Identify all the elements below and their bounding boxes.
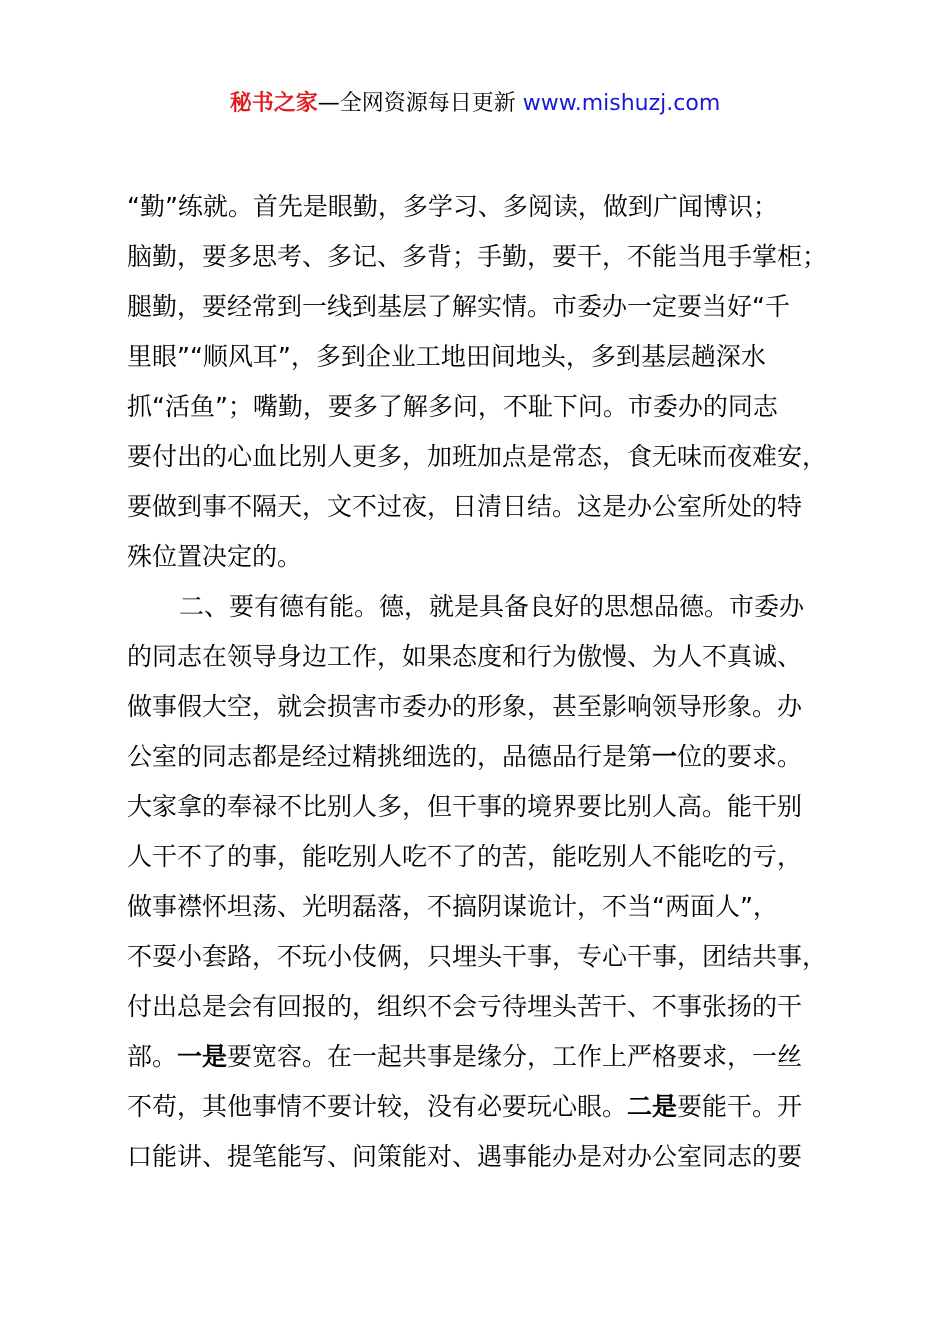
text-line-17: 付出总是会有回报的，组织不会亏待埋头苦干、不事张扬的干 (127, 992, 803, 1021)
text-line-3: 腿勤，要经常到一线到基层了解实情。市委办一定要当好“千 (127, 292, 790, 321)
text-line-6: 要付出的心血比别人更多，加班加点是常态，食无味而夜难安， (127, 442, 828, 471)
bold-text: 一 (652, 742, 678, 771)
header-tagline: —全网资源每日更新 (317, 91, 523, 116)
bold-text: 二是 (627, 1092, 678, 1121)
document-body (127, 182, 855, 1182)
text-segment: 部。 (127, 1042, 178, 1071)
text-line-1: “勤”练就。首先是眼勤，多学习、多阅读，做到广闻博识； (127, 192, 778, 221)
text-line-7: 要做到事不隔天，文不过夜，日清日结。这是办公室所处的特 (127, 492, 803, 521)
text-line-16: 不耍小套路，不玩小伎俩，只埋头干事，专心干事，团结共事， (127, 942, 828, 971)
text-line-11: 做事假大空，就会损害市委办的形象，甚至影响领导形象。办 (127, 692, 803, 721)
text-line-8: 殊位置决定的。 (127, 542, 303, 571)
text-line-15: 做事襟怀坦荡、光明磊落，不搞阴谋诡计，不当“两面人”， (127, 892, 778, 921)
text-line-2: 脑勤，要多思考、多记、多背；手勤，要干，不能当甩手掌柜； (127, 242, 828, 271)
text-line-18 (127, 1032, 855, 1082)
text-line-5: 抓“活鱼”；嘴勤，要多了解多问，不耻下问。市委办的同志 (127, 392, 778, 421)
brand-name: 秘书之家 (229, 91, 318, 116)
text-line-4: 里眼”“顺风耳”，多到企业工地田间地头，多到基层趟深水 (127, 342, 766, 371)
text-segment: 位的要求。 (677, 742, 803, 771)
text-segment: 不苟，其他事情不要计较，没有必要玩心眼。 (127, 1092, 628, 1121)
text-line-14: 人干不了的事，能吃别人吃不了的苦，能吃别人不能吃的亏， (127, 842, 803, 871)
site-url-link[interactable]: www.mishuzj.com (522, 91, 721, 116)
text-line-13: 大家拿的奉禄不比别人多，但干事的境界要比别人高。能干别 (127, 792, 803, 821)
text-line-20: 口能讲、提笔能写、问策能对、遇事能办是对办公室同志的要 (127, 1142, 803, 1171)
page-header (0, 88, 950, 120)
bold-text: 一是 (177, 1042, 228, 1071)
text-line-10: 的同志在领导身边工作，如果态度和行为傲慢、为人不真诚、 (127, 642, 803, 671)
section-two-heading-line: 二、要有德有能。德，就是具备良好的思想品德。市委办 (179, 592, 805, 621)
text-segment: 公室的同志都是经过精挑细选的，品德品行是第 (127, 742, 653, 771)
text-line-19 (127, 1082, 855, 1132)
text-segment: 要宽容。在一起共事是缘分，工作上严格要求，一丝 (227, 1042, 803, 1071)
text-segment: 要能干。开 (677, 1092, 803, 1121)
text-line-12 (127, 732, 855, 782)
